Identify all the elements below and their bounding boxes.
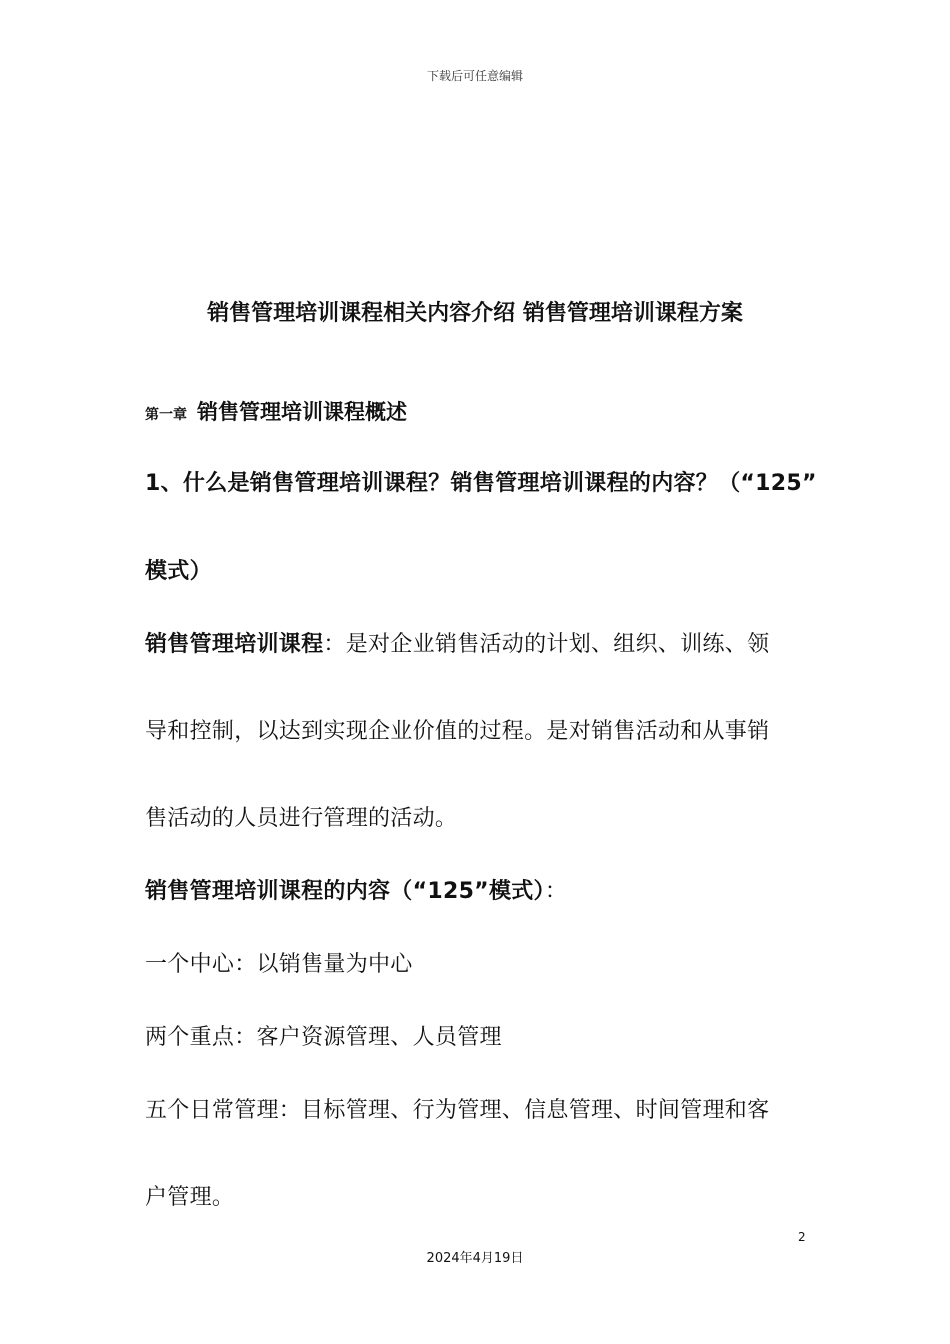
definition-line-1 — [145, 627, 769, 658]
question-line-1: 1、什么是销售管理培训课程？销售管理培训课程的内容？（“125” — [145, 471, 817, 496]
list-item: 一个中心：以销售量为中心 — [145, 952, 413, 977]
definition-line-2: 导和控制，以达到实现企业价值的过程。是对销售活动和从事销 — [145, 719, 770, 744]
content-heading-colon: ： — [544, 879, 568, 904]
chapter-number: 第一章 — [145, 407, 187, 423]
content-heading — [145, 874, 567, 905]
chapter-heading — [145, 396, 407, 426]
list-item-continuation: 户管理。 — [145, 1185, 235, 1210]
definition-term: 销售管理培训课程 — [145, 632, 324, 657]
list-item: 两个重点：客户资源管理、人员管理 — [145, 1025, 502, 1050]
definition-line-3: 售活动的人员进行管理的活动。 — [145, 806, 458, 831]
header-note: 下载后可任意编辑 — [426, 69, 523, 83]
definition-text: ：是对企业销售活动的计划、组织、训练、领 — [323, 632, 770, 657]
document-title: 销售管理培训课程相关内容介绍 销售管理培训课程方案 — [207, 301, 743, 326]
chapter-title: 销售管理培训课程概述 — [197, 400, 407, 424]
content-heading-text: 销售管理培训课程的内容（“125”模式） — [145, 879, 545, 904]
question-line-2: 模式） — [145, 559, 212, 584]
footer-date: 2024年4月19日 — [426, 1251, 524, 1266]
page-number: 2 — [798, 1230, 806, 1244]
list-item: 五个日常管理：目标管理、行为管理、信息管理、时间管理和客 — [145, 1098, 770, 1123]
